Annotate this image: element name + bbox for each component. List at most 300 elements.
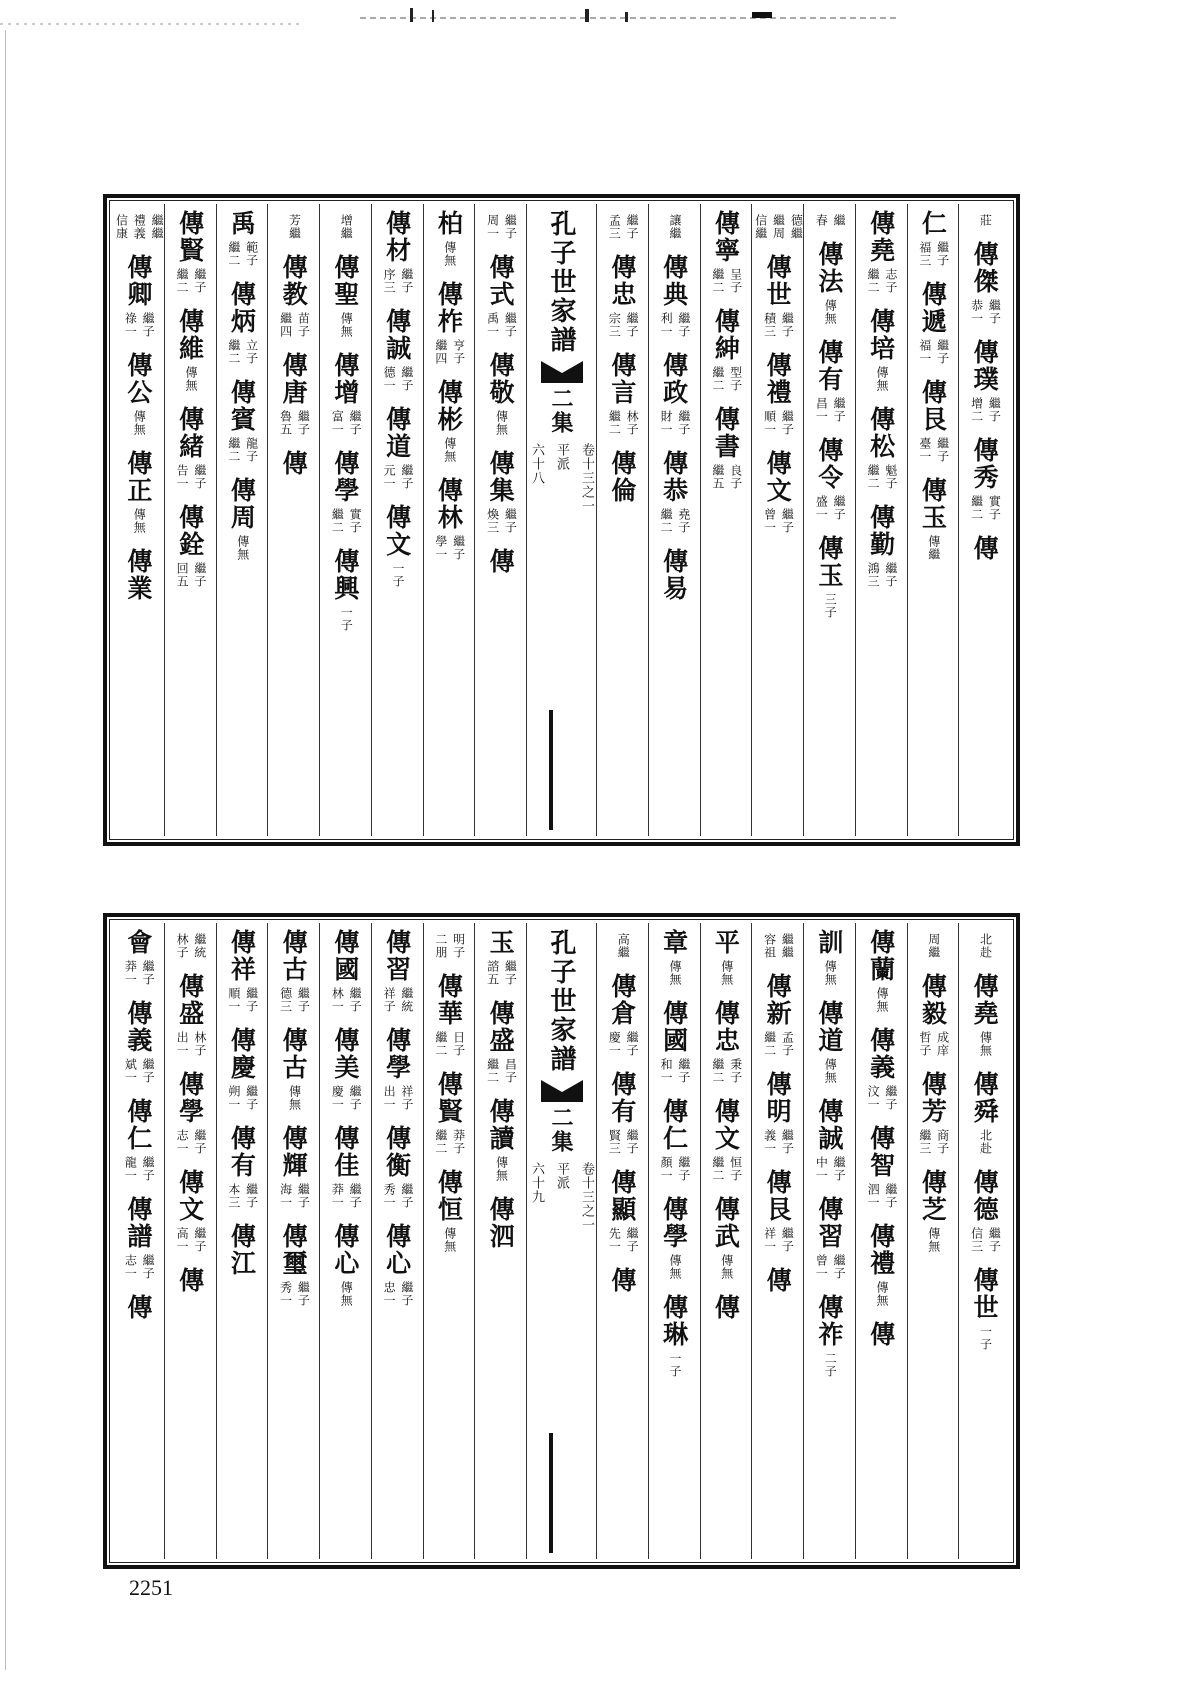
person-name: 傳緒 [175, 406, 205, 460]
annotation-group [978, 1027, 992, 1057]
spine-branch: 平派 [554, 1162, 569, 1190]
annotation-note: 一子 [668, 1352, 683, 1378]
annotation-group [607, 1125, 639, 1155]
genealogy-entry [607, 1169, 639, 1253]
genealogy-entry [123, 1098, 155, 1182]
spine-rule [549, 1433, 553, 1553]
annotation-group [174, 558, 206, 588]
annotation-note: 繼二 [710, 366, 725, 392]
person-name: 傳 [175, 1267, 205, 1294]
genealogy-entry [658, 1000, 690, 1084]
annotation-note: 繼二 [226, 339, 241, 365]
annotation-group [719, 956, 733, 986]
genealogy-entry [330, 1223, 360, 1307]
person-name: 傳堯 [970, 973, 1000, 1027]
annotation-note: 成庠 [935, 1031, 950, 1057]
person-name: 傳言 [607, 352, 637, 406]
person-name: 傳 [711, 1294, 741, 1321]
genealogy-entry [763, 1267, 793, 1294]
genealogy-entry [865, 1125, 897, 1209]
annotation-group [658, 406, 690, 436]
genealogy-column [751, 204, 803, 836]
annotation-note: 傳無 [668, 1254, 683, 1280]
annotation-note: 繼四 [433, 339, 448, 365]
annotation-note: 繼五 [710, 464, 725, 490]
annotation-note: 繼子 [987, 1227, 1002, 1253]
person-name: 傳 [607, 1267, 637, 1294]
annotation-group [235, 531, 249, 561]
genealogy-column [371, 204, 423, 836]
annotation-note: 慶一 [330, 1085, 345, 1111]
person-name: 仁 [918, 210, 948, 237]
genealogy-entry [970, 973, 1000, 1057]
annotation-note: 繼二 [175, 268, 190, 294]
person-name: 傳學 [175, 1071, 205, 1125]
annotation-group [226, 335, 258, 365]
annotation-note: 繼四 [278, 312, 293, 338]
annotation-note: 繼統 [192, 933, 207, 959]
annotation-note: 莽一 [123, 960, 138, 986]
annotation-note: 莊 [978, 214, 993, 227]
genealogy-entry [175, 308, 205, 392]
genealogy-entry [865, 210, 897, 294]
annotation-note: 高一 [175, 1227, 190, 1253]
annotation-group [123, 956, 155, 986]
genealogy-entry [486, 1098, 516, 1182]
annotation-note: 曾一 [762, 508, 777, 534]
person-name: 傳心 [330, 1223, 360, 1277]
annotation-group [433, 1027, 465, 1057]
annotation-note: 繼子 [676, 1156, 691, 1182]
annotation-group [814, 210, 846, 227]
genealogy-entry [607, 352, 639, 436]
genealogy-column [113, 204, 164, 836]
annotation-note: 傳無 [978, 1031, 993, 1057]
genealogy-entry [814, 929, 844, 986]
annotation-note: 元一 [382, 464, 397, 490]
annotation-note: 莽子 [451, 1129, 466, 1155]
annotation-note: 二子 [823, 1352, 838, 1378]
person-name: 傳賢 [175, 210, 205, 264]
annotation-note: 積三 [762, 312, 777, 338]
annotation-note: 傳無 [875, 366, 890, 392]
genealogy-entry [658, 450, 690, 534]
annotation-note: 出一 [175, 1031, 190, 1057]
annotation-group [814, 1152, 846, 1182]
annotation-group [874, 362, 888, 392]
annotation-group [658, 504, 690, 534]
annotation-group [874, 983, 888, 1013]
annotation-group [762, 929, 794, 959]
annotation-note: 出一 [382, 1085, 397, 1111]
genealogy-entry [918, 1169, 948, 1253]
genealogy-column [474, 204, 526, 836]
genealogy-entry [615, 929, 629, 959]
annotation-note: 繼子 [625, 1227, 640, 1253]
genealogy-column [474, 923, 526, 1559]
genealogy-entry [607, 1267, 637, 1294]
annotation-note: 繼子 [141, 312, 156, 338]
annotation-note: 繼子 [503, 960, 518, 986]
annotation-note: 傳無 [339, 1281, 354, 1307]
genealogy-entry [814, 1196, 846, 1280]
genealogy-entry [486, 548, 516, 575]
annotation-note: 傳無 [719, 1254, 734, 1280]
person-name: 傳道 [814, 1000, 844, 1054]
genealogy-column [597, 923, 648, 1559]
annotation-note: 繼子 [780, 1129, 795, 1155]
annotation-note: 祥子 [399, 1085, 414, 1111]
spine-title: 孔子世家譜 [546, 210, 576, 355]
annotation-note: 周一 [485, 214, 500, 240]
person-name: 傳銓 [175, 504, 205, 558]
genealogy-entry [607, 450, 637, 504]
annotation-note: 繼子 [399, 1183, 414, 1209]
genealogy-column [700, 204, 752, 836]
annotation-group [607, 406, 639, 436]
annotation-note: 順一 [762, 410, 777, 436]
annotation-note: 繼子 [192, 464, 207, 490]
genealogy-entry [287, 210, 301, 240]
annotation-group [917, 335, 949, 365]
genealogy-column [371, 923, 423, 1559]
genealogy-entry [174, 1169, 206, 1253]
annotation-group [762, 1223, 794, 1253]
person-name: 訓 [814, 929, 844, 956]
annotation-group [381, 983, 413, 1013]
genealogy-entry [434, 379, 464, 463]
annotation-group [226, 237, 258, 267]
annotation-group [865, 264, 897, 294]
annotation-group [762, 1125, 794, 1155]
person-name: 傳柞 [434, 281, 464, 335]
annotation-note: 傳無 [442, 241, 457, 267]
genealogy-entry [658, 1098, 690, 1182]
person-name: 傳正 [123, 450, 153, 504]
genealogy-column [267, 923, 319, 1559]
annotation-note: 實子 [348, 508, 363, 534]
person-name: 傳佳 [330, 1125, 360, 1179]
genealogy-entry [866, 929, 896, 1013]
genealogy-entry [226, 210, 258, 267]
annotation-note: 繼子 [676, 312, 691, 338]
spine-title: 孔子世家譜 [546, 929, 576, 1074]
genealogy-entry [607, 210, 639, 240]
genealogy-entry [710, 308, 742, 392]
genealogy-column [958, 923, 1010, 1559]
page-number: 2251 [129, 1575, 173, 1600]
annotation-note: 堯子 [676, 508, 691, 534]
annotation-note: 利一 [659, 312, 674, 338]
genealogy-entry [433, 929, 465, 959]
genealogy-entry [433, 973, 465, 1057]
annotation-group [338, 210, 352, 240]
annotation-group [485, 1054, 517, 1084]
person-name: 柏 [434, 210, 464, 237]
annotation-group [658, 1054, 690, 1084]
genealogy-column [803, 204, 855, 836]
annotation-group [917, 237, 949, 267]
genealogy-entry [279, 1027, 309, 1111]
annotation-note: 德一 [382, 366, 397, 392]
genealogy-entry [814, 210, 846, 227]
annotation-group [131, 504, 145, 534]
annotation-note: 傳無 [132, 410, 147, 436]
genealogy-entry [969, 241, 1001, 325]
genealogy-entry [381, 308, 413, 392]
person-name: 傳恒 [434, 1169, 464, 1223]
genealogy-entry [330, 548, 360, 632]
genealogy-entry [123, 1196, 155, 1280]
person-name: 傳輝 [279, 1125, 309, 1179]
person-name: 傳艮 [918, 379, 948, 433]
annotation-note: 繼 [832, 214, 847, 227]
person-name: 傳賢 [434, 1071, 464, 1125]
person-name: 傳聖 [330, 254, 360, 308]
annotation-group [381, 362, 413, 392]
annotation-note: 繼子 [625, 1031, 640, 1057]
person-name: 傳培 [866, 308, 896, 362]
genealogy-entry [917, 210, 949, 267]
genealogy-entry [381, 1223, 413, 1307]
annotation-note: 春 [814, 214, 829, 227]
genealogy-entry [970, 535, 1000, 562]
genealogy-entry [123, 450, 153, 534]
annotation-note: 繼子 [399, 1281, 414, 1307]
person-name: 傳唐 [279, 352, 309, 406]
person-name: 傳江 [227, 1223, 257, 1277]
genealogy-entry [279, 450, 309, 477]
annotation-note: 傳無 [823, 299, 838, 325]
annotation-note: 繼子 [935, 437, 950, 463]
annotation-note: 朔一 [226, 1085, 241, 1111]
annotation-note: 繼子 [348, 1183, 363, 1209]
annotation-note: 繼子 [935, 339, 950, 365]
genealogy-entry [174, 973, 206, 1057]
person-name: 傳芳 [918, 1071, 948, 1125]
annotation-note: 德繼 [789, 214, 803, 240]
annotation-note: 福三 [917, 241, 932, 267]
person-name: 玉 [486, 929, 516, 956]
annotation-note: 告一 [175, 464, 190, 490]
annotation-note: 傳無 [875, 987, 890, 1013]
annotation-note: 傳無 [494, 410, 509, 436]
annotation-note: 繼二 [762, 1031, 777, 1057]
genealogy-entry [658, 352, 690, 436]
annotation-group [822, 589, 836, 619]
person-name: 傳德 [970, 1169, 1000, 1223]
spine-volume: 卷十三之一 [579, 443, 594, 513]
person-name: 傳倉 [607, 973, 637, 1027]
genealogy-entry [434, 210, 464, 267]
person-name: 傳舜 [970, 1071, 1000, 1125]
annotation-note: 繼子 [883, 1085, 898, 1111]
annotation-note: 繼繼 [780, 933, 795, 959]
annotation-note: 恭一 [969, 299, 984, 325]
genealogy-entry [710, 406, 742, 490]
annotation-note: 傳無 [719, 960, 734, 986]
genealogy-entry [659, 548, 689, 602]
annotation-group [607, 1223, 639, 1253]
genealogy-entry [865, 406, 897, 490]
genealogy-column [751, 923, 803, 1559]
annotation-group [123, 1250, 155, 1280]
annotation-note: 苗子 [296, 312, 311, 338]
annotation-group [338, 602, 352, 632]
genealogy-entry [486, 352, 516, 436]
annotation-note: 繼二 [433, 1129, 448, 1155]
genealogy-column [958, 204, 1010, 836]
genealogy-entry [227, 1223, 257, 1277]
annotation-note: 繼子 [399, 268, 414, 294]
annotation-group [131, 406, 145, 436]
annotation-note: 繼二 [433, 1031, 448, 1057]
annotation-group [174, 1027, 206, 1057]
annotation-group [926, 531, 940, 561]
genealogy-column [423, 923, 475, 1559]
genealogy-entry [710, 210, 742, 294]
genealogy-entry [174, 929, 206, 959]
annotation-note: 高繼 [616, 933, 631, 959]
annotation-note: 昌子 [503, 1058, 518, 1084]
annotation-note: 昌一 [814, 397, 829, 423]
person-name: 傳心 [382, 1223, 412, 1277]
annotation-group [978, 1321, 992, 1351]
annotation-group [381, 1277, 413, 1307]
genealogy-entry [866, 308, 896, 392]
annotation-note: 繼子 [832, 1254, 847, 1280]
genealogy-entry [762, 929, 794, 959]
genealogy-entry [658, 254, 690, 338]
genealogy-entry [978, 210, 992, 227]
annotation-note: 顏一 [659, 1156, 674, 1182]
annotation-note: 增繼 [339, 214, 354, 240]
annotation-group [667, 1348, 681, 1378]
annotation-group [278, 406, 310, 436]
person-name: 傳衡 [382, 1125, 412, 1179]
person-name: 傳 [279, 450, 309, 477]
person-name: 傳美 [330, 1027, 360, 1081]
person-name: 會 [123, 929, 153, 956]
person-name: 章 [659, 929, 689, 956]
person-name: 傳璽 [279, 1223, 309, 1277]
annotation-note: 傳繼 [926, 535, 941, 561]
annotation-note: 林子 [175, 933, 190, 959]
person-name: 傳文 [711, 1098, 741, 1152]
genealogy-entry [753, 210, 802, 240]
genealogy-entry [226, 1125, 258, 1209]
annotation-note: 哲子 [917, 1031, 932, 1057]
annotation-note: 繼子 [832, 495, 847, 521]
genealogy-entry [970, 1071, 1000, 1155]
annotation-note: 繼子 [780, 410, 795, 436]
annotation-group [123, 1152, 155, 1182]
annotation-note: 日子 [451, 1031, 466, 1057]
annotation-note: 繼子 [399, 366, 414, 392]
annotation-group [338, 1277, 352, 1307]
annotation-note: 信康 [114, 214, 129, 240]
person-name: 傳紳 [711, 308, 741, 362]
person-name: 傳 [486, 548, 516, 575]
genealogy-column [700, 923, 752, 1559]
annotation-note: 繼子 [503, 508, 518, 534]
genealogy-column [423, 204, 475, 836]
annotation-note: 傳無 [494, 1156, 509, 1182]
genealogy-entry [381, 1027, 413, 1111]
annotation-group [485, 210, 517, 240]
annotation-note: 繼子 [141, 1254, 156, 1280]
genealogy-column [597, 204, 648, 836]
genealogy-column [164, 923, 216, 1559]
genealogy-entry [814, 339, 846, 423]
fish-tail-mark-icon [541, 361, 583, 383]
annotation-group [917, 433, 949, 463]
genealogy-entry [969, 437, 1001, 521]
person-name: 傳慶 [227, 1027, 257, 1081]
annotation-group [485, 956, 517, 986]
genealogy-entry [918, 477, 948, 561]
annotation-group [710, 1152, 742, 1182]
annotation-group [381, 264, 413, 294]
genealogy-entry [123, 548, 153, 602]
genealogy-entry [123, 929, 155, 986]
annotation-group [865, 1081, 897, 1111]
spine-page-number: 六十九 [529, 1162, 544, 1204]
annotation-group [607, 308, 639, 338]
person-name: 傳學 [330, 450, 360, 504]
annotation-group [710, 362, 742, 392]
spine-volume: 卷十三之一 [579, 1162, 594, 1232]
genealogy-entry [711, 1294, 741, 1321]
annotation-group [114, 210, 163, 240]
annotation-group [874, 1277, 888, 1307]
annotation-group [658, 308, 690, 338]
genealogy-entry [278, 1125, 310, 1209]
annotation-note: 繼子 [503, 214, 518, 240]
annotation-note: 周繼 [926, 933, 941, 959]
annotation-note: 繼子 [141, 1058, 156, 1084]
annotation-note: 傳無 [442, 1227, 457, 1253]
annotation-group [978, 1125, 992, 1155]
genealogy-entry [926, 929, 940, 959]
genealogy-entry [330, 1125, 362, 1209]
annotation-note: 秉子 [728, 1058, 743, 1084]
person-name: 傳玉 [814, 535, 844, 589]
person-name: 傳寧 [711, 210, 741, 264]
annotation-note: 莽一 [330, 1183, 345, 1209]
annotation-group [174, 1125, 206, 1155]
person-name: 傳 [866, 1321, 896, 1348]
person-name: 傳恭 [659, 450, 689, 504]
annotation-group [753, 210, 802, 240]
annotation-note: 立子 [244, 339, 259, 365]
annotation-group [814, 393, 846, 423]
annotation-group [969, 295, 1001, 325]
annotation-note: 志子 [883, 268, 898, 294]
genealogy-entry [174, 504, 206, 588]
annotation-note: 龍子 [244, 437, 259, 463]
person-name: 傳 [763, 1267, 793, 1294]
person-name: 傳松 [866, 406, 896, 460]
annotation-group [814, 491, 846, 521]
annotation-group [330, 1081, 362, 1111]
genealogy-entry [114, 210, 163, 240]
spine-collection: 二集 [548, 387, 574, 435]
annotation-note: 增二 [969, 397, 984, 423]
annotation-note: 實子 [987, 495, 1002, 521]
genealogy-entry [917, 973, 949, 1057]
person-name: 傳政 [659, 352, 689, 406]
